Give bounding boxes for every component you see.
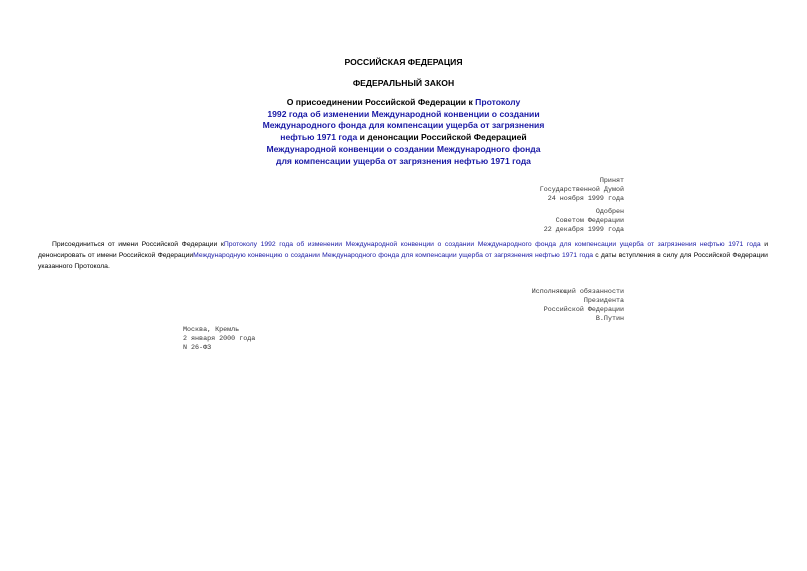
country-heading: РОССИЙСКАЯ ФЕДЕРАЦИЯ (344, 57, 463, 67)
signature-block (532, 288, 624, 324)
protocol-link[interactable]: Протоколу (475, 97, 521, 107)
approved-date: 22 декабря 1999 года (543, 225, 624, 234)
protocol-link-line-2[interactable]: 1992 года об изменении Международной конвенции о создании (267, 108, 540, 119)
body-text-1: Присоединиться от имени Российской Федерации к (52, 241, 224, 248)
approved-line-1: Одобрен (595, 208, 624, 216)
approved-line-2: Советом Федерации (555, 216, 624, 225)
place-date-block (183, 326, 255, 353)
law-title (0, 97, 807, 167)
signatory-name: В.Путин (595, 314, 624, 323)
title-text-2: и денонсации Российской Федерацией (357, 132, 527, 143)
signing-date: 2 января 2000 года (183, 334, 256, 343)
protocol-link-line-3[interactable]: Международного фонда для компенсации ущерба от загрязнения (262, 120, 545, 131)
body-text-3: с даты вступления в силу для Российской Федерации указанного Протокола. (38, 251, 768, 270)
protocol-link-line-4[interactable]: нефтью 1971 года (280, 132, 358, 143)
body-protocol-link[interactable]: Протоколу 1992 года об изменении Международной конвенции о создании Международного фонда для компенсации ущерба от загрязнения нефтью 1971 года (223, 241, 761, 248)
approved-block (544, 208, 624, 235)
adopted-date: 24 ноября 1999 года (547, 194, 624, 203)
adopted-block (540, 177, 624, 204)
title-text-1: О присоединении Российской Федерации к (286, 97, 473, 107)
body-text-2: и денонсировать от имени Российской Федерации (38, 241, 769, 259)
law-body-paragraph (38, 240, 768, 272)
adopted-line-1: Принят (599, 177, 624, 185)
law-number: N 26-ФЗ (183, 343, 212, 352)
body-convention-link[interactable]: Международную конвенцию о создании Международного фонда для компенсации ущерба от загрязнения нефтью 1971 года (193, 251, 594, 259)
signature-line-2: Президента (583, 296, 624, 305)
convention-link-line-2[interactable]: для компенсации ущерба от загрязнения нефтью 1971 года (276, 155, 531, 166)
place-line: Москва, Кремль (183, 326, 240, 334)
signature-line-3: Российской Федерации (543, 305, 624, 314)
convention-link-line-1[interactable]: Международной конвенции о создании Международного фонда (266, 143, 541, 154)
signature-line-1: Исполняющий обязанности (531, 288, 624, 296)
adopted-line-2: Государственной Думой (539, 185, 624, 194)
law-type-heading: ФЕДЕРАЛЬНЫЙ ЗАКОН (352, 78, 455, 88)
